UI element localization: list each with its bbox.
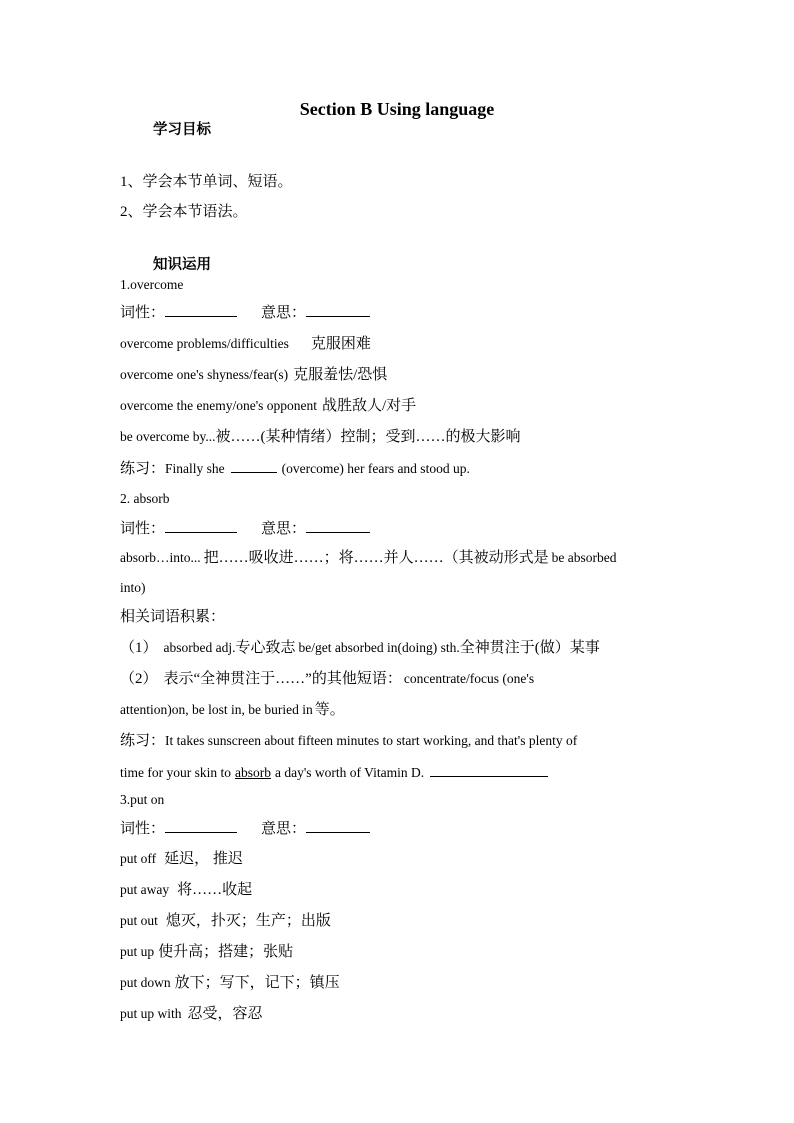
page-title: Section B Using language [299,99,495,119]
phrase-cn: 被……(某种情绪）控制；受到……的极大影响 [215,429,521,445]
usage-cn: 把……吸收进……；将……并人……（其被动形式是 [203,550,549,566]
meaning-label: 意思： [261,305,307,321]
related-en: attention)on, be lost in, be buried in [120,702,313,717]
related-title: 相关词语积累： [120,609,226,625]
phrase-en: overcome one's shyness/fear(s) [120,367,289,382]
practice-heading: 知识运用 [153,257,211,273]
phrase-cn: 放下；写下，记下；镇压 [174,975,340,991]
phrase-row [120,365,387,386]
pos-meaning-row [120,302,370,323]
phrase-en: put off [120,851,157,866]
answer-blank[interactable] [231,458,277,473]
phrase-cn: 克服困难 [310,336,371,352]
phrase-en: be overcome by... [120,429,216,444]
exercise-text: It takes sunscreen about fifteen minutes to start working, and that's plenty of [165,733,578,748]
related-en: absorbed adj. [163,640,236,655]
item-number: （2） [120,671,158,687]
phrase-row [120,1004,263,1025]
meaning-blank[interactable] [306,302,370,317]
exercise-label: 练习： [120,461,166,477]
phrase-row [120,911,331,932]
pos-blank[interactable] [165,518,237,533]
objective-item: 2、学会本节语法。 [120,204,248,220]
meaning-blank[interactable] [306,818,370,833]
usage-row [120,548,617,569]
related-item [120,669,534,690]
phrase-row [120,396,416,417]
related-cn: 专心致志 [235,640,296,656]
meaning-label: 意思： [261,821,307,837]
section-title-overcome: 1.overcome [120,277,184,292]
related-item [120,638,600,659]
phrase-en: overcome problems/difficulties [120,336,289,351]
phrase-en: put out [120,913,158,928]
phrase-en: put up [120,944,155,959]
exercise-row [120,762,548,784]
exercise-text: Finally she [165,461,225,476]
phrase-cn: 使升高；搭建；张贴 [158,944,294,960]
objectives-heading: 学习目标 [153,122,211,138]
section-title-absorb: 2. absorb [120,491,170,506]
exercise-text: (overcome) her fears and stood up. [281,461,470,476]
related-cn: 等。 [314,702,345,718]
section-title-puton: 3.put on [120,792,165,807]
meaning-label: 意思： [261,521,307,537]
pos-label: 词性： [120,305,166,321]
meaning-blank[interactable] [306,518,370,533]
related-cn: 全神贯注于(做）某事 [459,640,600,656]
phrase-cn: 熄灭，扑灭；生产；出版 [165,913,331,929]
phrase-cn: 延迟， 推迟 [164,851,243,867]
related-cn: 表示“全神贯注于……”的其他短语： [163,671,402,687]
usage-en: absorb…into... [120,550,201,565]
objective-item: 1、学会本节单词、短语。 [120,174,293,190]
phrase-en: overcome the enemy/one's opponent [120,398,317,413]
phrase-en: put away [120,882,170,897]
pos-blank[interactable] [165,302,237,317]
answer-blank[interactable] [430,762,548,777]
phrase-cn: 战胜敌人/对手 [322,398,417,414]
exercise-text: time for your skin to [120,765,231,780]
item-number: （1） [120,640,158,656]
phrase-row [120,973,340,994]
exercise-text: a day's worth of Vitamin D. [275,765,425,780]
pos-meaning-row [120,518,370,539]
related-en: be/get absorbed in(doing) sth. [298,640,460,655]
phrase-cn: 忍受，容忍 [187,1006,263,1022]
phrase-row [120,942,293,963]
phrase-row [120,849,243,870]
exercise-row [120,458,470,480]
usage-continued: into) [120,580,146,595]
related-en: concentrate/focus (one's [403,671,535,686]
pos-meaning-row [120,818,370,839]
phrase-row [120,427,520,448]
underlined-word: absorb [235,765,271,780]
phrase-cn: 将……收起 [177,882,253,898]
pos-label: 词性： [120,821,166,837]
phrase-row [120,334,371,355]
phrase-en: put up with [120,1006,182,1021]
phrase-row [120,880,252,901]
usage-en: be absorbed [551,550,617,565]
related-item-continued [120,700,345,721]
exercise-label: 练习： [120,733,166,749]
pos-blank[interactable] [165,818,237,833]
phrase-en: put down [120,975,171,990]
phrase-cn: 克服羞怯/恐惧 [293,367,388,383]
pos-label: 词性： [120,521,166,537]
exercise-row [120,731,577,752]
